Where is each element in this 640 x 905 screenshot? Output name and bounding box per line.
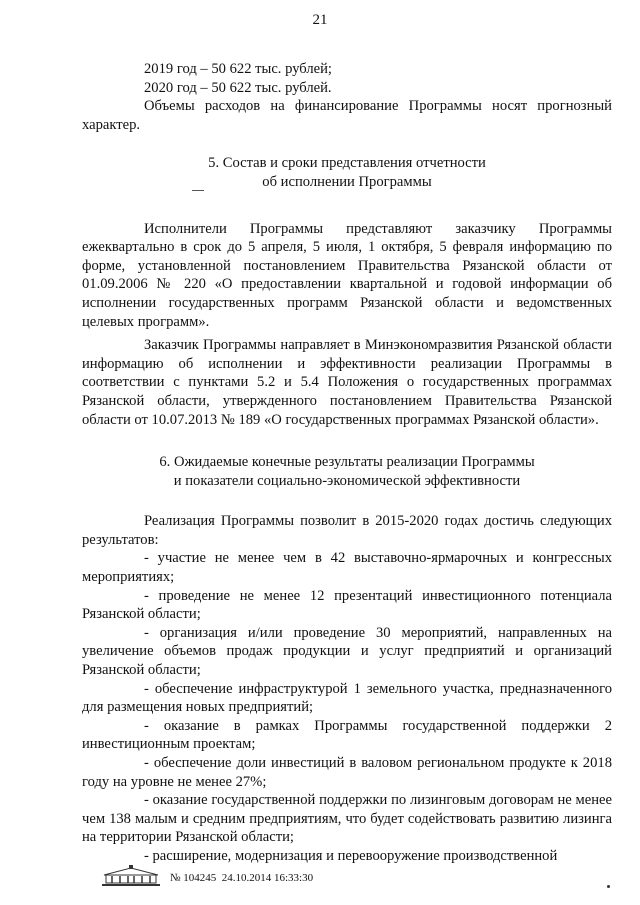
result-item: - обеспечение доли инвестиций в валовом региональном продукте к 2018 году на уровне не менее 27%; bbox=[82, 755, 612, 790]
result-item: - расширение, модернизация и перевооружение производственной bbox=[144, 847, 558, 864]
result-item: - оказание в рамках Программы государственной поддержки 2 инвестиционным проектам; bbox=[82, 717, 612, 753]
government-building-logo-icon bbox=[100, 865, 162, 889]
document-datetime: 24.10.2014 16:33:30 bbox=[221, 872, 314, 884]
result-item: - оказание государственной поддержки по лизинговым договорам не менее чем 138 малым и средним предприятиям, что будет содействовать развитию лизинга на территории Рязанской области; bbox=[82, 792, 612, 846]
result-item: - участие не менее чем в 42 выставочно-ярмарочных и конгрессных мероприятиях; bbox=[82, 550, 612, 586]
document-body bbox=[82, 60, 612, 866]
section-6-intro: Реализация Программы позволит в 2015-2020 годах достичь следующих результатов: bbox=[82, 513, 612, 548]
section-6-heading-line-2: и показатели социально-экономической эффективности bbox=[173, 472, 521, 489]
result-item: - организация и/или проведение 30 мероприятий, направленных на увеличение объемов продаж продукции и услуг предприятий и организаций Рязанской области; bbox=[82, 624, 612, 679]
document-number: № 104245 bbox=[170, 872, 217, 884]
page-number: 21 bbox=[312, 12, 328, 28]
result-item: - обеспечение инфраструктурой 1 земельного участка, предназначенного для размещения новых предприятий; bbox=[82, 680, 612, 716]
section-6-heading-line-1: 6. Ожидаемые конечные результаты реализации Программы bbox=[159, 454, 535, 471]
result-item: - проведение не менее 12 презентаций инвестиционного потенциала Рязанской области; bbox=[82, 587, 612, 623]
budget-line-2020: 2020 год – 50 622 тыс. рублей. bbox=[144, 79, 332, 96]
section-5-heading-line-2: об исполнении Программы bbox=[262, 173, 432, 190]
forecast-paragraph: Объемы расходов на финансирование Программы носят прогнозный характер. bbox=[82, 98, 612, 133]
document-registration-stamp bbox=[170, 872, 313, 884]
section-5-heading bbox=[82, 154, 612, 191]
section-5-heading-line-1: 5. Состав и сроки представления отчетности bbox=[208, 155, 486, 172]
section-6-heading bbox=[82, 453, 612, 490]
stray-mark bbox=[192, 190, 204, 191]
document-footer bbox=[100, 865, 400, 891]
stray-dot bbox=[607, 885, 610, 888]
section-5-paragraph-2: Заказчик Программы направляет в Минэкономразвития Рязанской области информацию об исполнении и эффективности реализации Программы в соответствии с пунктами 5.2 и 5.4 Положения о государственных программах Рязанской области, утвержденного постановлением Правительства Рязанской области от 10.07.2013 № 189 «О государственных программах Рязанской области». bbox=[82, 337, 612, 428]
budget-line-2019: 2019 год – 50 622 тыс. рублей; bbox=[144, 61, 332, 77]
section-5-paragraph-1: Исполнители Программы представляют заказчику Программы ежеквартально в срок до 5 апреля, 5 июля, 1 октября, 5 февраля информацию по форме, установленной постановлением Правительства Рязанской области от 01.09.2006 № 220 «О предоставлении квартальной и годовой информации об исполнении государственных программ Рязанской области и ведомственных целевых программ». bbox=[82, 220, 612, 330]
